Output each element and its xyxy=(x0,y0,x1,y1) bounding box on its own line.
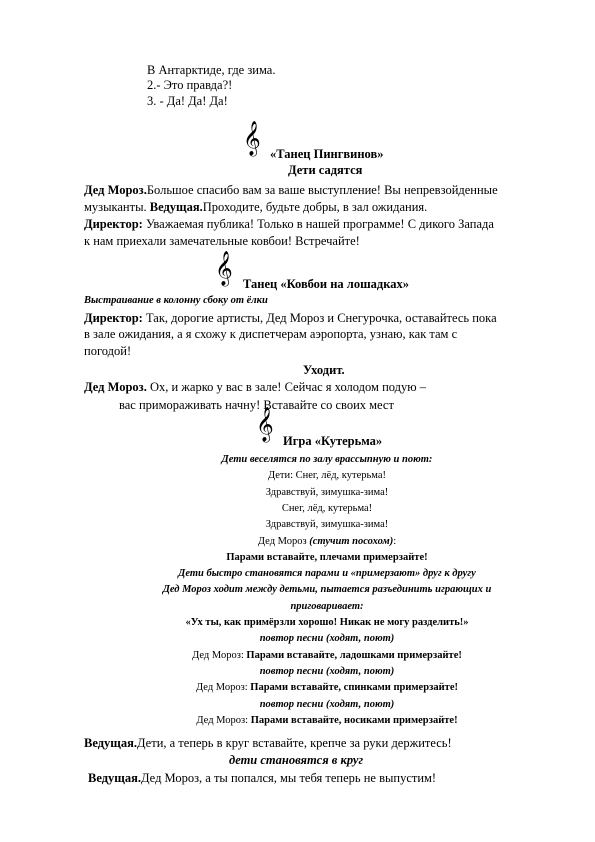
game-line-text: приговаривает: xyxy=(290,600,364,612)
penguin-dance-title: «Танец Пингвинов» xyxy=(270,147,384,161)
children-sit-heading: Дети садятся xyxy=(288,163,363,177)
game-line-text: Здравствуй, зимушка-зима! xyxy=(265,519,389,531)
treble-clef-icon: 𝄞 xyxy=(256,407,274,442)
game-line-emphasis: Парами вставайте, носиками примерзайте! xyxy=(250,714,458,726)
speech-text: Дети, а теперь в круг вставайте, крепче за руки держитесь! xyxy=(137,736,452,750)
speaker-name: Директор: xyxy=(84,217,146,231)
game-line xyxy=(0,665,595,679)
speech-text: Так, дорогие артисты, Дед Мороз и Снегурочка, оставайтесь пока xyxy=(145,311,497,325)
speaker-name: Ведущая. xyxy=(149,200,203,214)
game-line xyxy=(0,616,595,630)
speech-text: Большое спасибо вам за ваше выступление! Вы непревзойденные xyxy=(146,183,498,197)
game-line xyxy=(0,453,595,467)
game-line-text: Дед Мороз xyxy=(257,535,310,547)
game-line-emphasis: Парами вставайте, спинками примерзайте! xyxy=(250,682,458,694)
speaker-name: Дед Мороз. xyxy=(84,183,147,197)
treble-clef-icon: 𝄞 xyxy=(243,121,261,156)
game-line-text: повтор песни (ходят, поют) xyxy=(259,633,395,645)
game-line xyxy=(0,567,595,581)
game-line-emphasis: (стучит посохом) xyxy=(309,535,394,547)
paragraph-line xyxy=(84,310,497,326)
paragraph-line xyxy=(84,379,426,395)
game-line xyxy=(0,551,595,565)
stage-direction: Выстраивание в колонну сбоку от ёлки xyxy=(84,295,268,306)
game-line-text: Снег, лёд, кутерьма! xyxy=(281,502,373,514)
stage-direction: дети становятся в круг xyxy=(229,753,364,767)
game-line xyxy=(0,502,595,516)
game-line xyxy=(0,486,595,500)
paragraph-line: к нам приехали замечательные ковбои! Встречайте! xyxy=(84,234,360,248)
game-line-text: Дед Мороз ходит между детьми, пытается разъединить играющих и xyxy=(162,584,492,596)
game-line xyxy=(0,649,595,663)
verse-line: 2.- Это правда?! xyxy=(147,78,233,92)
game-line-text: Дед Мороз: xyxy=(192,649,247,661)
speech-text: Уважаемая публика! Только в нашей программе! С дикого Запада xyxy=(145,217,494,231)
game-line-text: Дети веселятся по залу врассыпную и поют: xyxy=(221,454,433,465)
speaker-name: Дед Мороз. xyxy=(84,380,147,394)
game-line xyxy=(0,535,595,549)
paragraph-line: вас примораживать начну! Вставайте со своих мест xyxy=(119,398,394,412)
speech-text: Ох, и жарко у вас в зале! Сейчас я холодом подую – xyxy=(146,380,426,394)
speech-text: Дед Мороз, а ты попался, мы тебя теперь не выпустим! xyxy=(141,771,437,785)
verse-line: В Антарктиде, где зима. xyxy=(147,63,276,77)
game-line xyxy=(0,518,595,532)
game-line-text: Дети быстро становятся парами и «примерзают» друг к другу xyxy=(178,568,476,580)
game-line-text: Дед Мороз: xyxy=(196,714,251,726)
game-line xyxy=(0,632,595,646)
speaker-name: Ведущая. xyxy=(88,771,141,785)
paragraph-line xyxy=(84,735,452,751)
paragraph-line xyxy=(84,216,494,232)
game-line xyxy=(0,600,595,614)
game-line-text: Дети: Снег, лёд, кутерьма! xyxy=(267,470,387,482)
game-line-text: «Ух ты, как примёрзли хорошо! Никак не могу разделить!» xyxy=(185,617,469,628)
verse-line: 3. - Да! Да! Да! xyxy=(147,94,228,108)
game-title: Игра «Кутерьма» xyxy=(283,434,383,448)
game-line xyxy=(0,681,595,695)
cowboy-dance-title: Танец «Ковбои на лошадках» xyxy=(243,277,409,291)
speaker-name: Ведущая. xyxy=(84,736,137,750)
paragraph-line: погодой! xyxy=(84,344,132,358)
stage-direction-leaves: Уходит. xyxy=(303,363,345,377)
speech-text: музыканты. xyxy=(84,200,150,214)
game-line xyxy=(0,714,595,728)
game-line-text: Парами вставайте, плечами примерзайте! xyxy=(226,551,428,563)
speech-text: Проходите, будьте добры, в зал ожидания. xyxy=(202,200,428,214)
game-line xyxy=(0,698,595,712)
game-line-text: Дед Мороз: xyxy=(196,682,251,694)
paragraph-line xyxy=(84,199,427,215)
treble-clef-icon: 𝄞 xyxy=(215,251,233,286)
game-line-emphasis: Парами вставайте, ладошками примерзайте! xyxy=(246,649,462,661)
game-line xyxy=(0,583,595,597)
paragraph-line xyxy=(88,770,436,786)
game-line-text: Здравствуй, зимушка-зима! xyxy=(265,486,389,498)
speaker-name: Директор: xyxy=(84,311,146,325)
game-line xyxy=(0,469,595,483)
game-line-text: повтор песни (ходят, поют) xyxy=(259,698,395,710)
paragraph-line xyxy=(84,182,498,198)
game-line-tail: : xyxy=(393,535,397,547)
paragraph-line: в зале ожидания, а я схожу к диспетчерам аэропорта, узнаю, как там с xyxy=(84,327,458,341)
game-line-text: повтор песни (ходят, поют) xyxy=(259,665,395,677)
